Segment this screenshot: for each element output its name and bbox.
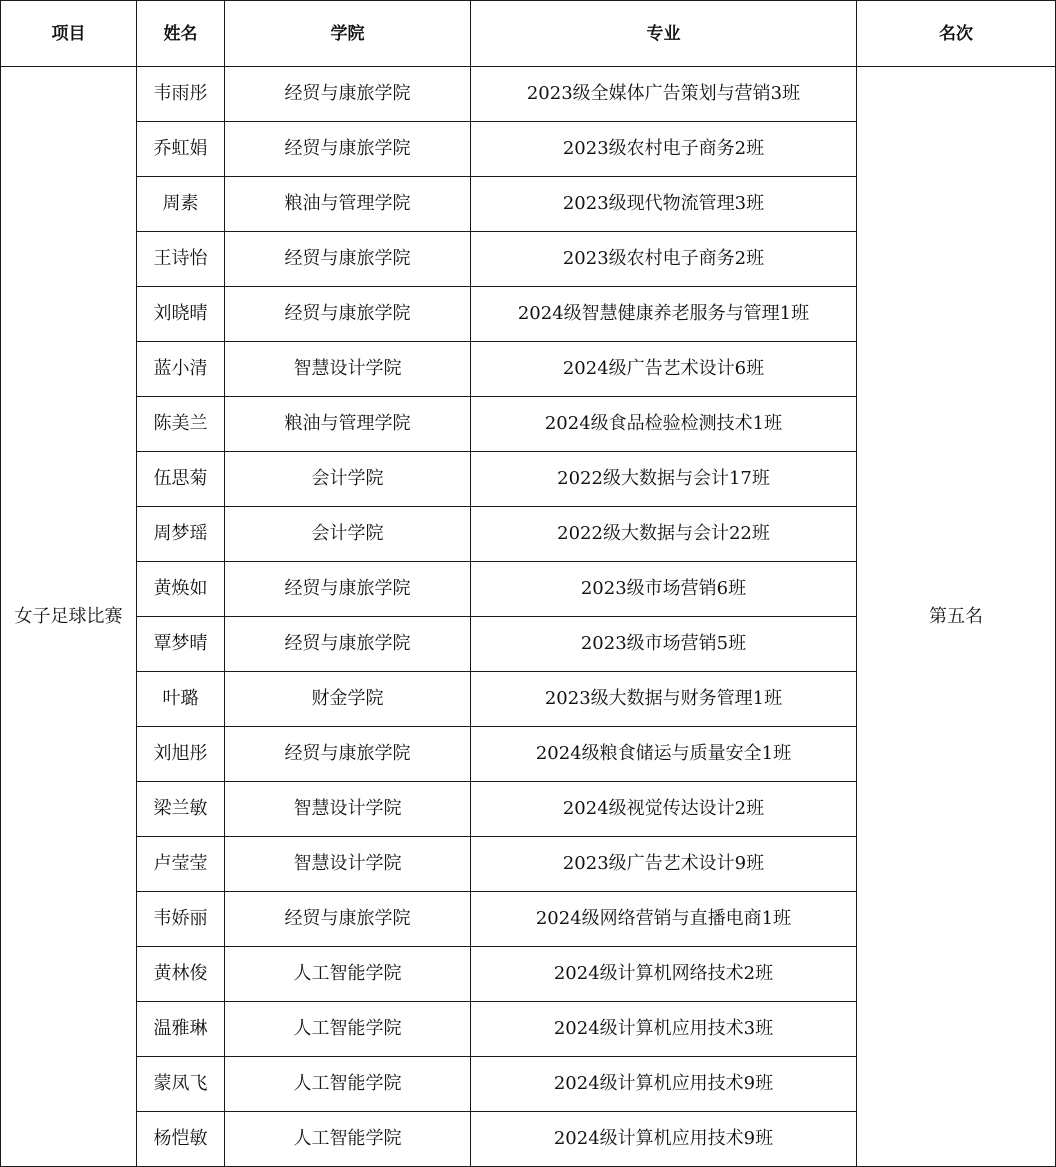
major-cell: 2023级大数据与财务管理1班 — [471, 672, 857, 727]
major-cell: 2024级粮食储运与质量安全1班 — [471, 727, 857, 782]
header-row — [1, 1, 1056, 67]
header-project: 项目 — [1, 1, 137, 67]
major-cell: 2023级广告艺术设计9班 — [471, 837, 857, 892]
college-cell: 经贸与康旅学院 — [225, 232, 471, 287]
college-cell: 经贸与康旅学院 — [225, 122, 471, 177]
college-cell: 智慧设计学院 — [225, 342, 471, 397]
major-cell: 2022级大数据与会计17班 — [471, 452, 857, 507]
name-cell: 杨恺敏 — [137, 1112, 225, 1167]
name-cell: 刘旭彤 — [137, 727, 225, 782]
name-cell: 刘晓晴 — [137, 287, 225, 342]
name-cell: 周素 — [137, 177, 225, 232]
name-cell: 卢莹莹 — [137, 837, 225, 892]
college-cell: 经贸与康旅学院 — [225, 892, 471, 947]
major-cell: 2024级计算机网络技术2班 — [471, 947, 857, 1002]
major-cell: 2023级农村电子商务2班 — [471, 232, 857, 287]
college-cell: 财金学院 — [225, 672, 471, 727]
table-body — [1, 67, 1056, 1167]
name-cell: 乔虹娟 — [137, 122, 225, 177]
major-cell: 2024级计算机应用技术3班 — [471, 1002, 857, 1057]
project-cell: 女子足球比赛 — [1, 67, 137, 1167]
college-cell: 人工智能学院 — [225, 1057, 471, 1112]
major-cell: 2024级广告艺术设计6班 — [471, 342, 857, 397]
major-cell: 2022级大数据与会计22班 — [471, 507, 857, 562]
major-cell: 2023级市场营销6班 — [471, 562, 857, 617]
major-cell: 2024级视觉传达设计2班 — [471, 782, 857, 837]
header-major: 专业 — [471, 1, 857, 67]
rank-cell: 第五名 — [857, 67, 1056, 1167]
college-cell: 经贸与康旅学院 — [225, 562, 471, 617]
college-cell: 会计学院 — [225, 452, 471, 507]
college-cell: 会计学院 — [225, 507, 471, 562]
major-cell: 2024级计算机应用技术9班 — [471, 1057, 857, 1112]
major-cell: 2023级现代物流管理3班 — [471, 177, 857, 232]
name-cell: 覃梦晴 — [137, 617, 225, 672]
college-cell: 智慧设计学院 — [225, 782, 471, 837]
college-cell: 经贸与康旅学院 — [225, 287, 471, 342]
college-cell: 粮油与管理学院 — [225, 177, 471, 232]
college-cell: 智慧设计学院 — [225, 837, 471, 892]
header-college: 学院 — [225, 1, 471, 67]
major-cell: 2024级网络营销与直播电商1班 — [471, 892, 857, 947]
name-cell: 韦雨彤 — [137, 67, 225, 122]
name-cell: 黄焕如 — [137, 562, 225, 617]
name-cell: 温雅琳 — [137, 1002, 225, 1057]
name-cell: 蓝小清 — [137, 342, 225, 397]
major-cell: 2024级食品检验检测技术1班 — [471, 397, 857, 452]
name-cell: 陈美兰 — [137, 397, 225, 452]
college-cell: 人工智能学院 — [225, 1002, 471, 1057]
major-cell: 2024级计算机应用技术9班 — [471, 1112, 857, 1167]
name-cell: 伍思菊 — [137, 452, 225, 507]
college-cell: 粮油与管理学院 — [225, 397, 471, 452]
name-cell: 韦娇丽 — [137, 892, 225, 947]
major-cell: 2023级市场营销5班 — [471, 617, 857, 672]
major-cell: 2023级农村电子商务2班 — [471, 122, 857, 177]
college-cell: 人工智能学院 — [225, 1112, 471, 1167]
table-row — [1, 67, 1056, 122]
college-cell: 经贸与康旅学院 — [225, 67, 471, 122]
college-cell: 经贸与康旅学院 — [225, 617, 471, 672]
major-cell: 2023级全媒体广告策划与营销3班 — [471, 67, 857, 122]
name-cell: 黄林俊 — [137, 947, 225, 1002]
header-rank: 名次 — [857, 1, 1056, 67]
name-cell: 蒙凤飞 — [137, 1057, 225, 1112]
name-cell: 周梦瑶 — [137, 507, 225, 562]
name-cell: 梁兰敏 — [137, 782, 225, 837]
name-cell: 王诗怡 — [137, 232, 225, 287]
college-cell: 经贸与康旅学院 — [225, 727, 471, 782]
college-cell: 人工智能学院 — [225, 947, 471, 1002]
name-cell: 叶璐 — [137, 672, 225, 727]
header-name: 姓名 — [137, 1, 225, 67]
major-cell: 2024级智慧健康养老服务与管理1班 — [471, 287, 857, 342]
table-header — [1, 1, 1056, 67]
